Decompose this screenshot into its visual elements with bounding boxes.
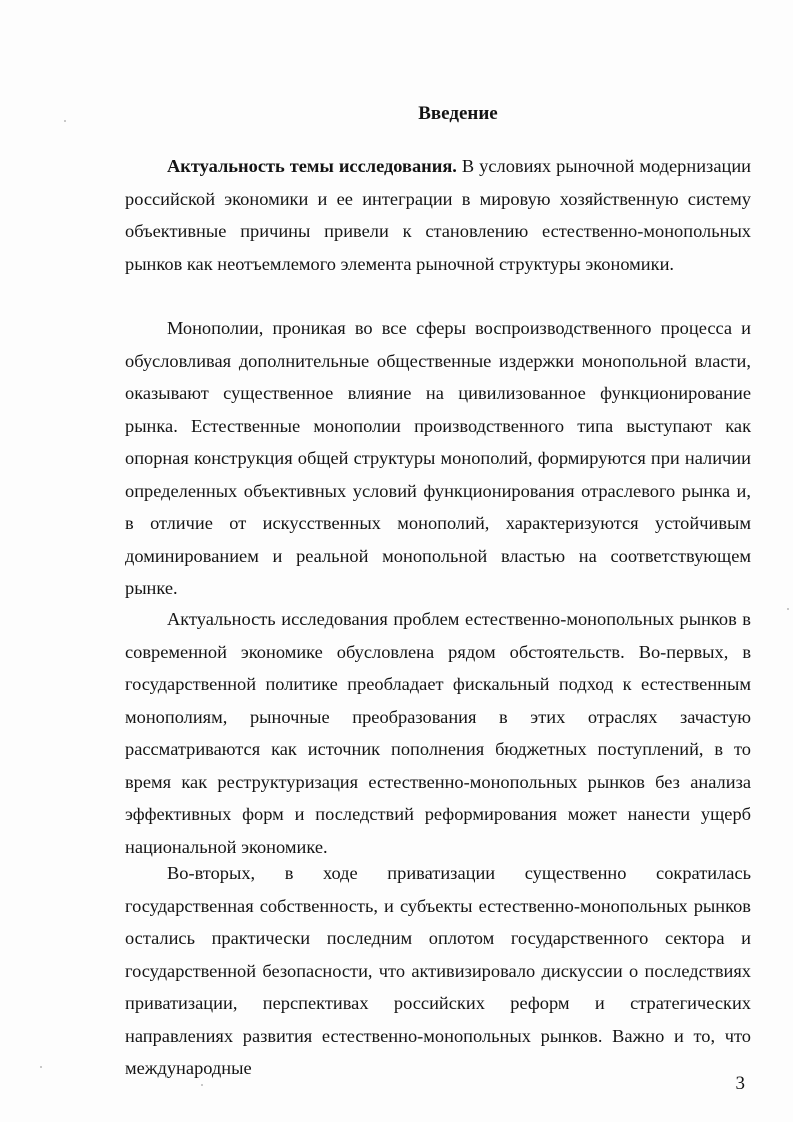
paragraph-1 <box>125 150 751 280</box>
scan-speck <box>787 608 789 610</box>
scan-speck <box>40 1066 42 1068</box>
paragraph-4: Во-вторых, в ходе приватизации существенно сократилась государственная собственность, и субъекты естественно-монопольных рынков остались практически последним оплотом государственного сектора и государственной безопасности, что активизировало дискуссии о последствиях приватизации, перспективах российских реформ и стратегических направлениях развития естественно-монопольных рынков. Важно и то, что международные <box>125 863 751 1078</box>
page-title: Введение <box>418 103 498 124</box>
scan-speck <box>201 1084 203 1086</box>
paragraph-1-lead: Актуальность темы исследования. <box>167 156 457 176</box>
paragraph-1-body: В условиях рыночной модернизации российской экономики и ее интеграции в мировую хозяйственную систему объективные причины привели к становлению естественно-монопольных рынков как неотъемлемого элемента рыночной структуры экономики. <box>125 156 752 274</box>
scan-speck <box>64 120 66 122</box>
paragraph-2: Монополии, проникая во все сферы воспроизводственного процесса и обусловливая дополнительные общественные издержки монопольной власти, оказывают существенное влияние на цивилизованное функционирование рынка. Естественные монополии производственного типа выступают как опорная конструкция общей структуры монополий, формируются при наличии определенных объективных условий функционирования отраслевого рынка и, в отличие от искусственных монополий, характеризуются устойчивым доминированием и реальной монопольной властью на соответствующем рынке. <box>125 318 751 598</box>
page-number: 3 <box>735 1073 745 1094</box>
paragraph-3: Актуальность исследования проблем естественно-монопольных рынков в современной экономике обусловлена рядом обстоятельств. Во-первых, в государственной политике преобладает фискальный подход к естественным монополиям, рыночные преобразования в этих отраслях зачастую рассматриваются как источник пополнения бюджетных поступлений, в то время как реструктуризация естественно-монопольных рынков без анализа эффективных форм и последствий реформирования может нанести ущерб национальной экономике. <box>125 609 751 857</box>
